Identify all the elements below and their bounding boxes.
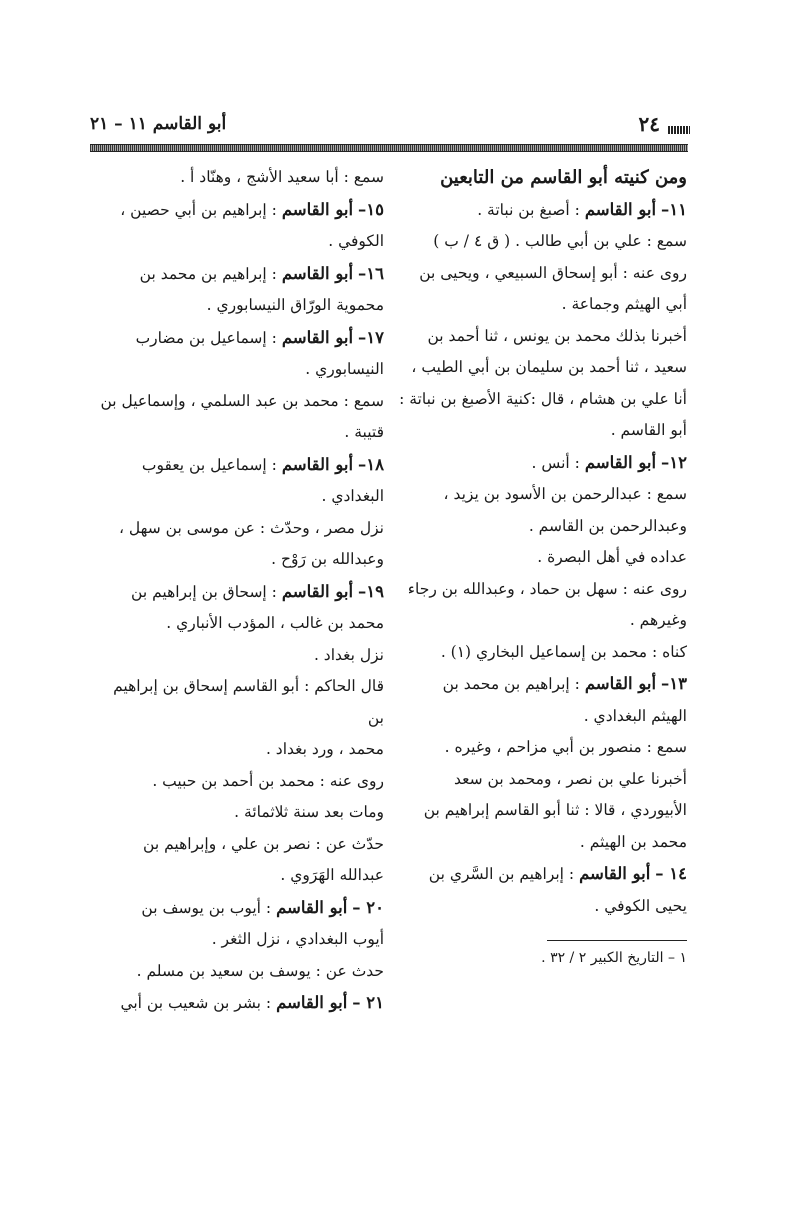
line-text: : أنس . <box>531 453 580 472</box>
line-text: قال الحاكم : أبو القاسم إسحاق بن إبراهيم بن <box>113 677 384 727</box>
line-text: : إسماعيل بن مضارب <box>135 328 277 347</box>
line-text: : إسماعيل بن يعقوب <box>141 455 277 474</box>
entry-heading-line <box>94 892 384 925</box>
text-line <box>94 162 384 194</box>
entry-heading-line <box>395 447 687 480</box>
entry-number: ١٦– <box>358 263 384 283</box>
text-line <box>94 671 384 734</box>
header-rule <box>90 144 688 152</box>
line-text: كناه : محمد بن إسماعيل البخاري (١) . <box>440 642 687 661</box>
line-text: وعبدالرحمن بن القاسم . <box>528 516 687 535</box>
line-text: عداده في أهل البصرة . <box>537 548 687 566</box>
text-line <box>395 226 687 258</box>
line-text: سمع : عبدالرحمن بن الأسود بن يزيد ، <box>443 485 687 503</box>
entry-number: ١٨– <box>358 454 384 474</box>
text-line <box>395 289 687 321</box>
text-line <box>395 511 687 543</box>
line-text: قتيبة . <box>344 423 384 441</box>
line-text: الهيثم البغدادي . <box>583 706 687 725</box>
line-text: محمد ، ورد بغداد . <box>265 740 384 758</box>
text-line <box>94 829 384 861</box>
line-text: : أيوب بن يوسف بن <box>141 898 272 917</box>
line-text: أنا علي بن هشام ، قال :كنية الأصبغ بن نباتة : <box>399 389 687 408</box>
text-line <box>395 384 687 416</box>
line-text: محمد بن غالب ، المؤدب الأنباري . <box>166 614 384 632</box>
text-line <box>395 258 687 290</box>
text-line <box>94 290 384 322</box>
line-text: سعيد ، ثنا أحمد بن سليمان بن أبي الطيب ، <box>411 358 687 376</box>
line-text: : إبراهيم بن محمد بن <box>139 264 277 283</box>
entry-kunya: أبو القاسم <box>281 454 354 474</box>
line-text: : إبراهيم بن أبي حصين ، <box>120 200 277 219</box>
line-text: سمع : منصور بن أبي مزاحم ، وغيره . <box>444 738 687 756</box>
line-text: : إبراهيم بن محمد بن <box>442 675 580 693</box>
entry-kunya: أبو القاسم <box>281 581 354 601</box>
entry-heading-line <box>395 858 687 891</box>
entry-number: ١٤ – <box>655 864 687 883</box>
line-text: أبو القاسم . <box>610 421 687 439</box>
line-text: سمع : علي بن أبي طالب . ( ق ٤ / ب ) <box>433 232 687 250</box>
page-header <box>90 112 688 148</box>
entry-heading-line <box>395 668 687 701</box>
entry-kunya: أبو القاسم <box>584 199 657 219</box>
text-line <box>395 479 687 511</box>
line-text: سمع : أبا سعيد الأشج ، وهنّاد أ . <box>180 168 384 186</box>
left-column <box>94 162 384 1020</box>
line-text: : بشر بن شعيب بن أبي <box>120 994 272 1012</box>
text-line <box>94 797 384 829</box>
entry-heading-line <box>94 576 384 609</box>
line-text: البغدادي . <box>321 487 384 505</box>
text-line <box>94 860 384 892</box>
text-line <box>94 608 384 640</box>
line-text: الكوفي . <box>328 232 384 250</box>
entry-kunya: أبو القاسم <box>281 263 354 283</box>
entry-number: ١٩– <box>358 581 384 601</box>
line-text: وعبدالله بن رَوْح . <box>271 550 384 568</box>
text-line <box>395 605 687 637</box>
entry-number: ١٧– <box>358 327 384 347</box>
text-line <box>395 321 687 353</box>
left-column-lines <box>94 162 384 1020</box>
line-text: ومات بعد سنة ثلاثمائة . <box>234 803 384 821</box>
line-text: عبدالله الهَرَوي . <box>280 866 384 884</box>
entry-kunya: أبو القاسم <box>584 452 657 472</box>
line-text: محمد بن الهيثم . <box>579 832 687 851</box>
text-line <box>94 956 384 988</box>
entry-number: ١٢– <box>661 452 687 472</box>
entry-heading-line <box>94 194 384 227</box>
text-line <box>395 764 687 796</box>
text-line <box>94 354 384 386</box>
line-text: أيوب البغدادي ، نزل الثغر . <box>211 930 384 948</box>
text-line <box>395 827 687 859</box>
line-text: أبي الهيثم وجماعة . <box>561 295 687 313</box>
right-column-lines <box>395 194 687 923</box>
line-text: يحيى الكوفي . <box>594 896 687 915</box>
running-title: أبو القاسم ١١ – ٢١ <box>90 114 227 134</box>
text-line <box>94 417 384 449</box>
entry-kunya: أبو القاسم <box>584 674 657 693</box>
entry-number: ٢٠ – <box>352 897 384 917</box>
entry-heading-line <box>94 258 384 291</box>
entry-heading-line <box>94 987 384 1020</box>
section-title: ومن كنيته أبو القاسم من التابعين <box>440 167 687 188</box>
line-text: الأبيوردي ، قالا : ثنا أبو القاسم إبراهيم بن <box>423 801 687 819</box>
text-line <box>94 226 384 258</box>
entry-number: ٢١ – <box>352 993 384 1012</box>
header-ornament-icon <box>668 126 690 134</box>
text-line <box>94 640 384 672</box>
line-text: النيسابوري . <box>305 360 384 378</box>
line-text: روى عنه : محمد بن أحمد بن حبيب . <box>152 771 384 790</box>
entry-kunya: أبو القاسم <box>579 864 651 883</box>
text-line <box>395 542 687 574</box>
entry-number: ١٥– <box>358 199 384 219</box>
text-line <box>395 891 687 923</box>
text-line <box>94 386 384 418</box>
line-text: نزل بغداد . <box>313 645 384 664</box>
line-text: محموية الورّاق النيسابوري . <box>206 296 384 314</box>
line-text: أخبرنا بذلك محمد بن يونس ، ثنا أحمد بن <box>427 326 687 345</box>
footnote: ١ – التاريخ الكبير ٢ / ٣٢ . <box>541 950 687 966</box>
line-text: وغيرهم . <box>629 611 687 629</box>
line-text: سمع : محمد بن عبد السلمي ، وإسماعيل بن <box>100 391 384 410</box>
entry-kunya: أبو القاسم <box>276 993 348 1012</box>
entry-heading-line <box>94 449 384 482</box>
entry-kunya: أبو القاسم <box>281 327 354 347</box>
line-text: روى عنه : سهل بن حماد ، وعبدالله بن رجاء <box>407 579 687 598</box>
line-text: روى عنه : أبو إسحاق السبيعي ، ويحيى بن <box>419 263 687 282</box>
text-line <box>395 795 687 827</box>
text-line <box>395 637 687 669</box>
line-text: حدث عن : يوسف بن سعيد بن مسلم . <box>136 961 384 980</box>
entry-number: ١٣– <box>661 674 687 693</box>
line-text: : أصبغ بن نباتة . <box>477 200 580 219</box>
text-line <box>94 924 384 956</box>
entry-kunya: أبو القاسم <box>281 199 354 219</box>
line-text: : إبراهيم بن السَّري بن <box>428 865 575 883</box>
text-line <box>395 732 687 764</box>
text-line <box>395 415 687 447</box>
entry-number: ١١– <box>661 199 687 219</box>
right-column <box>395 162 687 971</box>
line-text: أخبرنا علي بن نصر ، ومحمد بن سعد <box>454 769 687 788</box>
text-line <box>94 734 384 766</box>
text-line <box>94 481 384 513</box>
entry-heading-line <box>395 194 687 227</box>
line-text: : إسحاق بن إبراهيم بن <box>131 582 277 601</box>
text-line <box>395 352 687 384</box>
text-line <box>94 513 384 545</box>
footnote-rule <box>547 940 687 941</box>
page-number: ٢٤ <box>638 112 660 136</box>
line-text: نزل مصر ، وحدّث : عن موسى بن سهل ، <box>118 518 384 537</box>
entry-kunya: أبو القاسم <box>276 897 348 917</box>
text-line <box>395 701 687 733</box>
entry-heading-line <box>94 322 384 355</box>
text-line <box>395 574 687 606</box>
line-text: حدّث عن : نصر بن علي ، وإبراهيم بن <box>143 834 384 853</box>
text-line <box>94 766 384 798</box>
text-line <box>94 544 384 576</box>
